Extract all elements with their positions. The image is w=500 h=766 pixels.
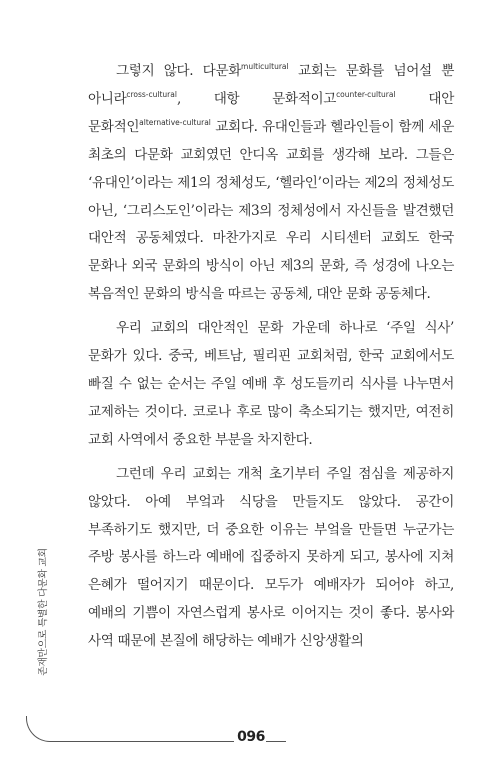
p1-text-b: 교회는 문화를 넘어설 뿐 아니라 <box>88 63 454 107</box>
folio-rule-end <box>266 741 286 742</box>
folio-rule <box>26 716 234 742</box>
p1-text-e: 교회다. 유대인들과 헬라인들이 함께 세운 최초의 다문화 교회였던 안디옥 교회를 생각해 보라. 그들은 ‘유대인’이라는 제1의 정체성도, ‘헬라인’이라는 제2의 정체성도 아닌, ‘그리스도인’이라는 제3의 정체성에서 자신들을 발견했던 대안적 공동체였다. 마찬가지로 우리 시티센터 교회도 한국 문화나 외국 문화의 방식이 아닌 제3의 문화, 즉 성경에 나오는 복음적인 문화의 방식을 따르는 공동체, 대안 문화 공동체다. <box>88 118 454 303</box>
running-title-text: 존재만으로 특별한 다문화 교회 <box>38 548 49 676</box>
paragraph-2: 우리 교회의 대안적인 문화 가운데 하나로 ‘주일 식사’ 문화가 있다. 중국, 베트남, 필리핀 교회처럼, 한국 교회에서도 빠질 수 없는 순서는 주일 예배 후 성도들끼리 식사를 나누면서 교제하는 것이다. 코로나 후로 많이 축소되기는 했지만, 여전히 교회 사역에서 중요한 부분을 차지한다. <box>88 320 454 448</box>
paragraph-1 <box>88 58 454 309</box>
superscript-alternative-cultural: alternative-cultural <box>139 117 211 127</box>
superscript-counter-cultural: counter-cultural <box>336 89 396 99</box>
body-text <box>88 58 454 656</box>
superscript-multicultural: multicultural <box>241 62 289 71</box>
paragraph-3: 그런데 우리 교회는 개척 초기부터 주일 점심을 제공하지 않았다. 아예 부엌과 식당을 만들지도 않았다. 공간이 부족하기도 했지만, 더 중요한 이유는 부엌을 만들면 누군가는 주방 봉사를 하느라 예배에 집중하지 못하게 되고, 봉사에 지쳐 은혜가 떨어지기 때문이다. 모두가 예배자가 되어야 하고, 예배의 기쁨이 자연스럽게 봉사로 이어지는 것이 좋다. 봉사와 사역 때문에 본질에 해당하는 예배가 신앙생활의 <box>88 465 454 650</box>
page-number: 096 <box>237 729 265 745</box>
superscript-cross-cultural: cross-cultural <box>126 89 177 99</box>
p1-text-d: 대안 문화적인 <box>88 90 454 135</box>
p1-text-c: , 대항 문화적이고 <box>176 90 337 107</box>
running-title <box>33 536 51 688</box>
p1-text-a: 그렇지 않다. 다문화 <box>116 63 242 79</box>
